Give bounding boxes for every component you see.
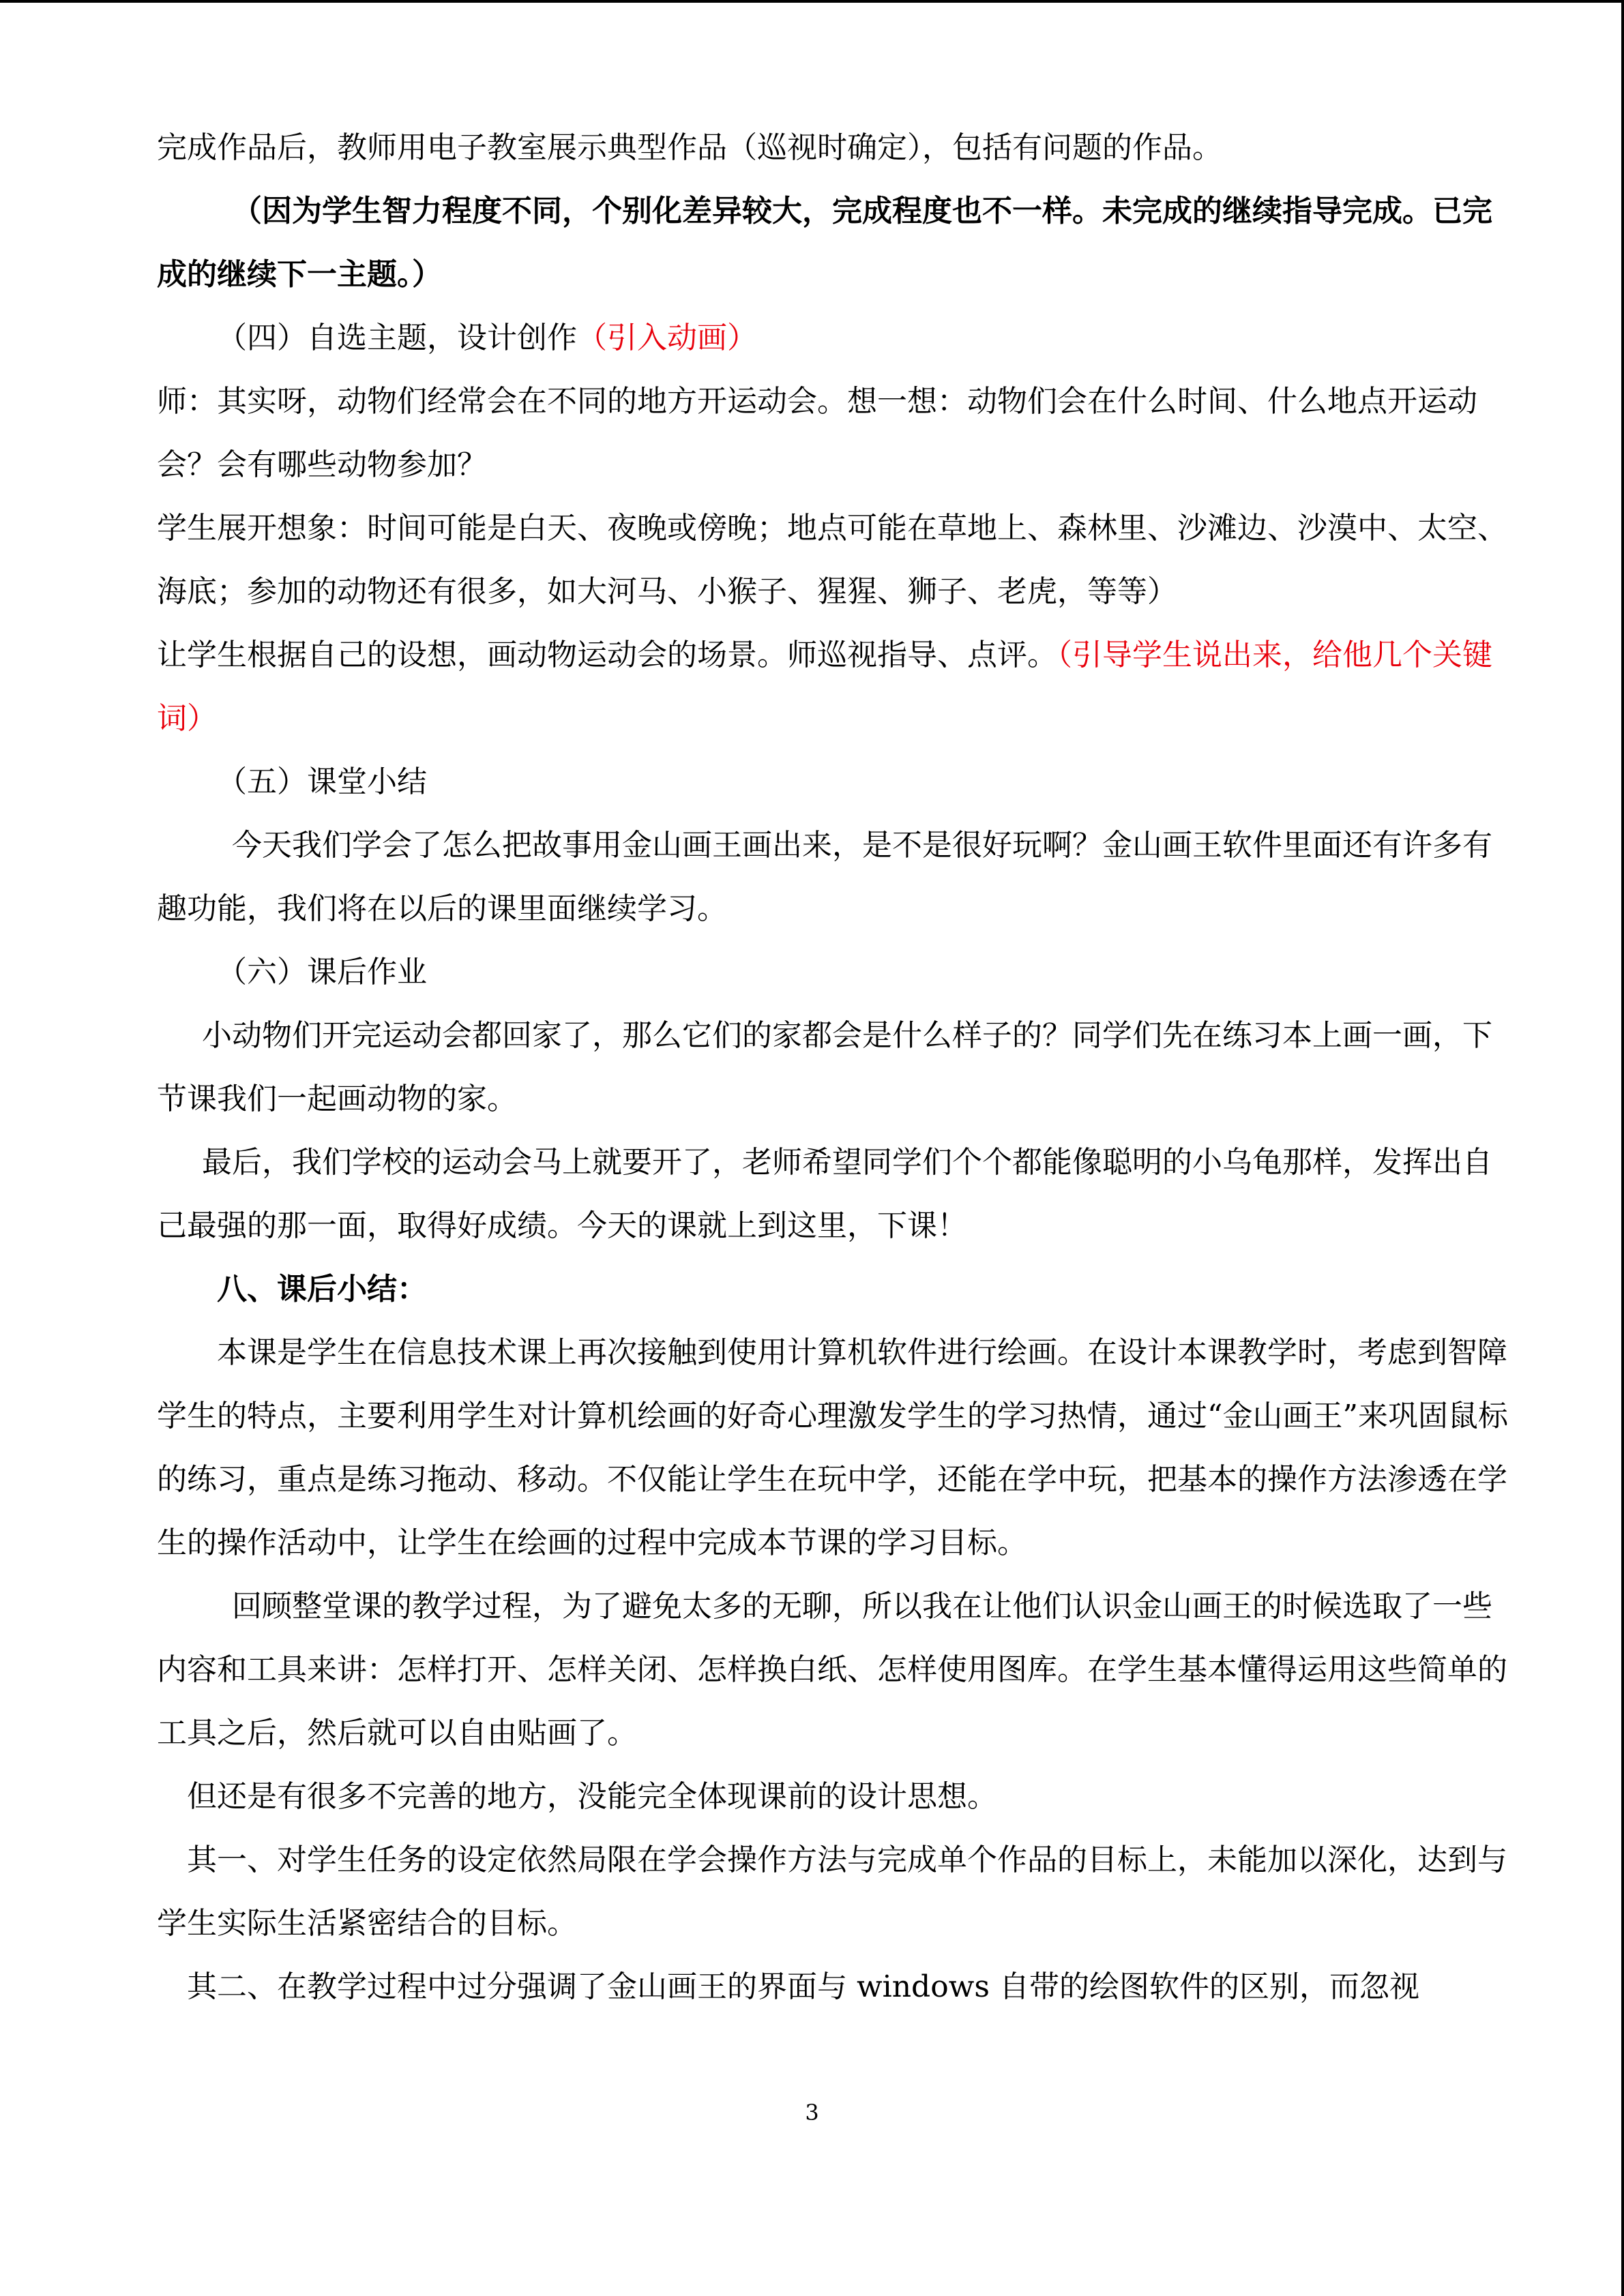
paragraph-homework: 小动物们开完运动会都回家了，那么它们的家都会是什么样子的？同学们先在练习本上画一画，下节课我们一起画动物的家。 [157,1018,1492,1116]
document-body [157,116,1514,2018]
section-heading-5: （五）课堂小结 [217,764,427,799]
paragraph-drawing-task-text: 让学生根据自己的设想，画动物运动会的场景。师巡视指导、点评。 [157,638,1057,672]
page-right-border [1621,0,1624,2296]
section-heading-4-red-note: （引入动画） [577,320,757,355]
paragraph-reflection-3: 但还是有很多不完善的地方，没能完全体现课前的设计思想。 [187,1779,997,1814]
paragraph-reflection-4: 其一、对学生任务的设定依然局限在学会操作方法与完成单个作品的目标上，未能加以深化，达到与学生实际生活紧密结合的目标。 [157,1843,1507,1941]
paragraph-teacher-question: 师：其实呀，动物们经常会在不同的地方开运动会。想一想：动物们会在什么时间、什么地点开运动会？会有哪些动物参加？ [157,384,1477,482]
paragraph-student-imagination: 学生展开想象：时间可能是白天、夜晚或傍晚；地点可能在草地上、森林里、沙滩边、沙漠中、太空、海底；参加的动物还有很多，如大河马、小猴子、猩猩、狮子、老虎，等等） [157,511,1507,609]
page-top-border [0,0,1624,3]
paragraph-2-bold-note: （因为学生智力程度不同，个别化差异较大，完成程度也不一样。未完成的继续指导完成。已完成的继续下一主题。） [157,194,1492,292]
paragraph-1: 完成作品后，教师用电子教室展示典型作品（巡视时确定），包括有问题的作品。 [157,130,1222,165]
paragraph-closing: 最后，我们学校的运动会马上就要开了，老师希望同学们个个都能像聪明的小乌龟那样，发挥出自己最强的那一面，取得好成绩。今天的课就上到这里，下课！ [157,1145,1492,1243]
section-heading-4 [157,306,1514,370]
paragraph-drawing-task [157,623,1514,750]
paragraph-reflection-2: 回顾整堂课的教学过程，为了避免太多的无聊，所以我在让他们认识金山画王的时候选取了一些内容和工具来讲：怎样打开、怎样关闭、怎样换白纸、怎样使用图库。在学生基本懂得运用这些简单的工具之后，然后就可以自由贴画了。 [157,1589,1507,1750]
section-heading-4-text: （四）自选主题，设计创作 [217,320,577,355]
section-heading-6: （六）课后作业 [217,955,427,989]
page-number: 3 [805,2100,819,2126]
paragraph-reflection-5: 其二、在教学过程中过分强调了金山画王的界面与 windows 自带的绘图软件的区别，而忽视 [187,1969,1419,2004]
paragraph-class-summary: 今天我们学会了怎么把故事用金山画王画出来，是不是很好玩啊？金山画王软件里面还有许多有趣功能，我们将在以后的课里面继续学习。 [157,828,1492,926]
section-heading-8: 八、课后小结： [217,1272,427,1307]
paragraph-drawing-task-red-note: （引导学生说出来，给他几个关键词） [157,638,1492,736]
paragraph-reflection-1: 本课是学生在信息技术课上再次接触到使用计算机软件进行绘画。在设计本课教学时，考虑到智障学生的特点，主要利用学生对计算机绘画的好奇心理激发学生的学习热情，通过“金山画王”来巩固鼠标的练习，重点是练习拖动、移动。不仅能让学生在玩中学，还能在学中玩，把基本的操作方法渗透在学生的操作活动中，让学生在绘画的过程中完成本节课的学习目标。 [157,1335,1508,1560]
